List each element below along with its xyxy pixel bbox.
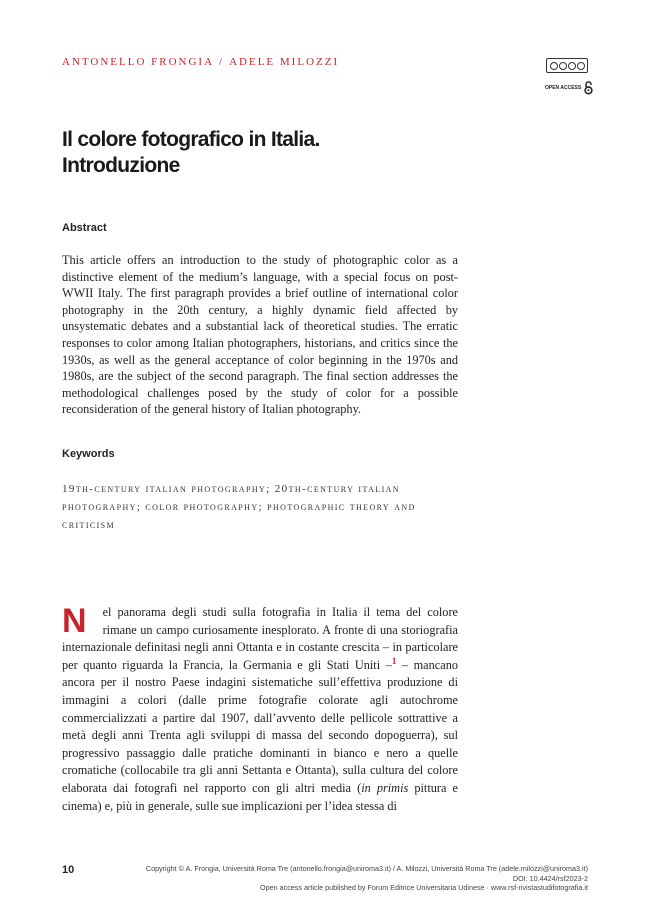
open-access-mark	[545, 81, 593, 95]
body-italic: in primis	[361, 780, 409, 795]
nc-circle-icon	[568, 62, 576, 70]
body-part-2: – mancano ancora per il nostro Paese indagini sistematiche sull’effettiva produzione di immagini a colori (dalle prime fotografie colorate agli autochrome commercializzati a partire dal 1907, dall’avvento delle pellicole sottrattive a metà degli anni Trenta agli sviluppi di massa del secondo dopoguerra), sul progressivo passaggio dalle pratiche dominanti in bianco e nero a quelle cromatiche (collocabile tra gli anni Settanta e Ottanta), sulla cultura del colore elaborata dai fotografi nel rapporto con gli altri media (	[62, 657, 458, 795]
body-part-3: pittura e cinema) e, più in generale, sulle sue implicazioni per l’idea stessa di	[62, 780, 458, 813]
keywords-heading: Keywords	[62, 448, 115, 460]
drop-cap: N	[62, 602, 87, 640]
open-access-label: OPEN ACCESS	[545, 85, 582, 91]
body-text	[62, 604, 458, 815]
abstract-text: This article offers an introduction to the study of photographic color as a distinctive element of the medium’s language, with a special focus on post-WWII Italy. The first paragraph provides a brief outline of international color photography in the 20th century, a highly dynamic field affected by unsystematic debates and a substantial lack of theoretical studies. The erratic responses to color among Italian photographers, historians, and critics since the 1930s, as well as the general acceptance of color beginning in the 1970s and 1980s, are the subject of the second paragraph. The final section addresses the methodological challenges posed by the study of color for a possible reconsideration of the general history of Italian photography.	[62, 253, 458, 417]
author-separator: /	[219, 56, 225, 68]
title-line-2: Introduzione	[62, 154, 180, 177]
page-number: 10	[62, 864, 75, 876]
footer-credits	[146, 864, 588, 893]
cc-circle-icon	[550, 62, 558, 70]
footnote-ref[interactable]: 1	[391, 655, 397, 666]
abstract-heading: Abstract	[62, 222, 107, 234]
body-part-1: el panorama degli studi sulla fotografia in Italia il tema del colore rimane un campo curiosamente inesplorato. A fronte di una storiografia internazionale definitasi negli anni Ottanta e in costante crescita – in particolare per quanto riguarda la Francia, la Germania e gli Stati Uniti –	[62, 605, 458, 672]
article-title	[62, 127, 542, 179]
cc-by-nc-sa-icon[interactable]	[546, 58, 588, 73]
authors-line	[62, 56, 339, 68]
footer-doi: DOI: 10.4424/rsf2023-2	[512, 873, 588, 883]
keywords-text: 19th-century italian photography; 20th-century italian photography; color photography; photographic theory and criticism	[62, 483, 416, 531]
open-access-lock-icon	[584, 81, 593, 95]
author-1: ANTONELLO FRONGIA	[62, 56, 215, 68]
by-circle-icon	[559, 62, 567, 70]
author-2: ADELE MILOZZI	[229, 56, 340, 68]
title-line-1: Il colore fotografico in Italia.	[62, 128, 320, 151]
footer-publisher: Open access article published by Forum Editrice Universitaria Udinese · www.rsf-rivistastudifotografia.it	[260, 883, 588, 892]
footer-copyright: Copyright © A. Frongia, Università Roma Tre (antonello.frongia@uniroma3.it) / A. Milozzi, Università Roma Tre (adele.milozzi@uniroma3.it)	[145, 864, 588, 873]
sa-circle-icon	[577, 62, 585, 70]
